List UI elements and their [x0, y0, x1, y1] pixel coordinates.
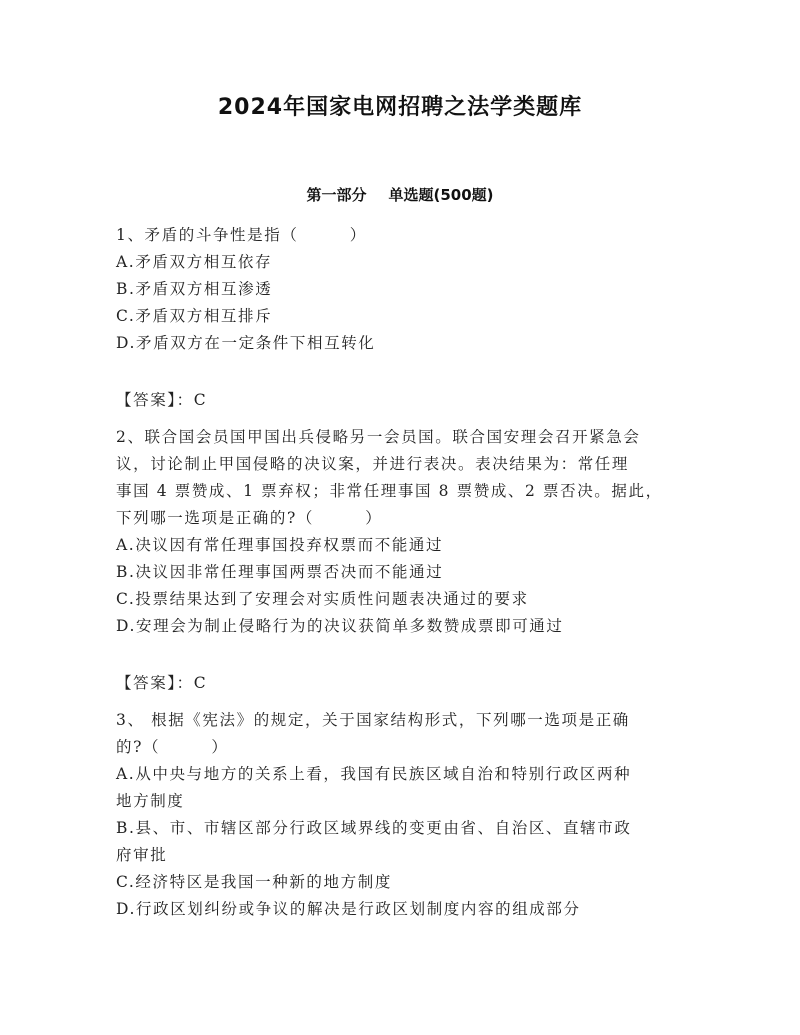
option-c: C.矛盾双方相互排斥 [116, 307, 273, 325]
answer-value: C [193, 391, 208, 409]
option-d: D.行政区划纠纷或争议的解决是行政区划制度内容的组成部分 [116, 900, 581, 918]
question-2 [116, 424, 688, 697]
question-list [116, 222, 688, 923]
option-a: A.决议因有常任理事国投弃权票而不能通过 [116, 536, 444, 554]
option-c: C.经济特区是我国一种新的地方制度 [116, 873, 392, 891]
option-c: C.投票结果达到了安理会对实质性问题表决通过的要求 [116, 590, 529, 608]
section-part: 第一部分 [306, 186, 367, 204]
answer-line [116, 387, 688, 414]
section-name: 单选题(500题) [388, 186, 494, 204]
option-a: A.从中央与地方的关系上看，我国有民族区域自治和特别行政区两种 [116, 765, 632, 783]
option-d: D.矛盾双方在一定条件下相互转化 [116, 334, 376, 352]
section-heading [0, 184, 800, 205]
option-a: A.矛盾双方相互依存 [116, 253, 273, 271]
option-b-continued: 府审批 [116, 846, 168, 864]
option-a-continued: 地方制度 [116, 792, 185, 810]
question-stem-line: 下列哪一选项是正确的?（ ） [116, 509, 383, 527]
answer-line [116, 670, 688, 697]
question-stem-line: 的?（ ） [116, 738, 229, 756]
question-1 [116, 222, 688, 414]
option-b: B.矛盾双方相互渗透 [116, 280, 273, 298]
option-b: B.县、市、市辖区部分行政区域界线的变更由省、自治区、直辖市政 [116, 819, 632, 837]
question-stem-line: 2、联合国会员国甲国出兵侵略另一会员国。联合国安理会召开紧急会 [116, 428, 641, 446]
answer-label: 【答案】： [116, 391, 194, 409]
option-d: D.安理会为制止侵略行为的决议获简单多数赞成票即可通过 [116, 617, 564, 635]
question-stem: 1、矛盾的斗争性是指（ ） [116, 226, 367, 244]
question-stem-line: 事国 4 票赞成、1 票弃权；非常任理事国 8 票赞成、2 票否决。据此， [116, 482, 663, 500]
answer-value: C [193, 674, 208, 692]
question-3 [116, 707, 688, 923]
question-stem-line: 议，讨论制止甲国侵略的决议案，并进行表决。表决结果为：常任理 [116, 455, 630, 473]
option-b: B.决议因非常任理事国两票否决而不能通过 [116, 563, 444, 581]
document-title: 2024年国家电网招聘之法学类题库 [217, 95, 583, 120]
question-stem-line: 3、 根据《宪法》的规定，关于国家结构形式，下列哪一选项是正确 [116, 711, 630, 729]
answer-label: 【答案】： [116, 674, 194, 692]
